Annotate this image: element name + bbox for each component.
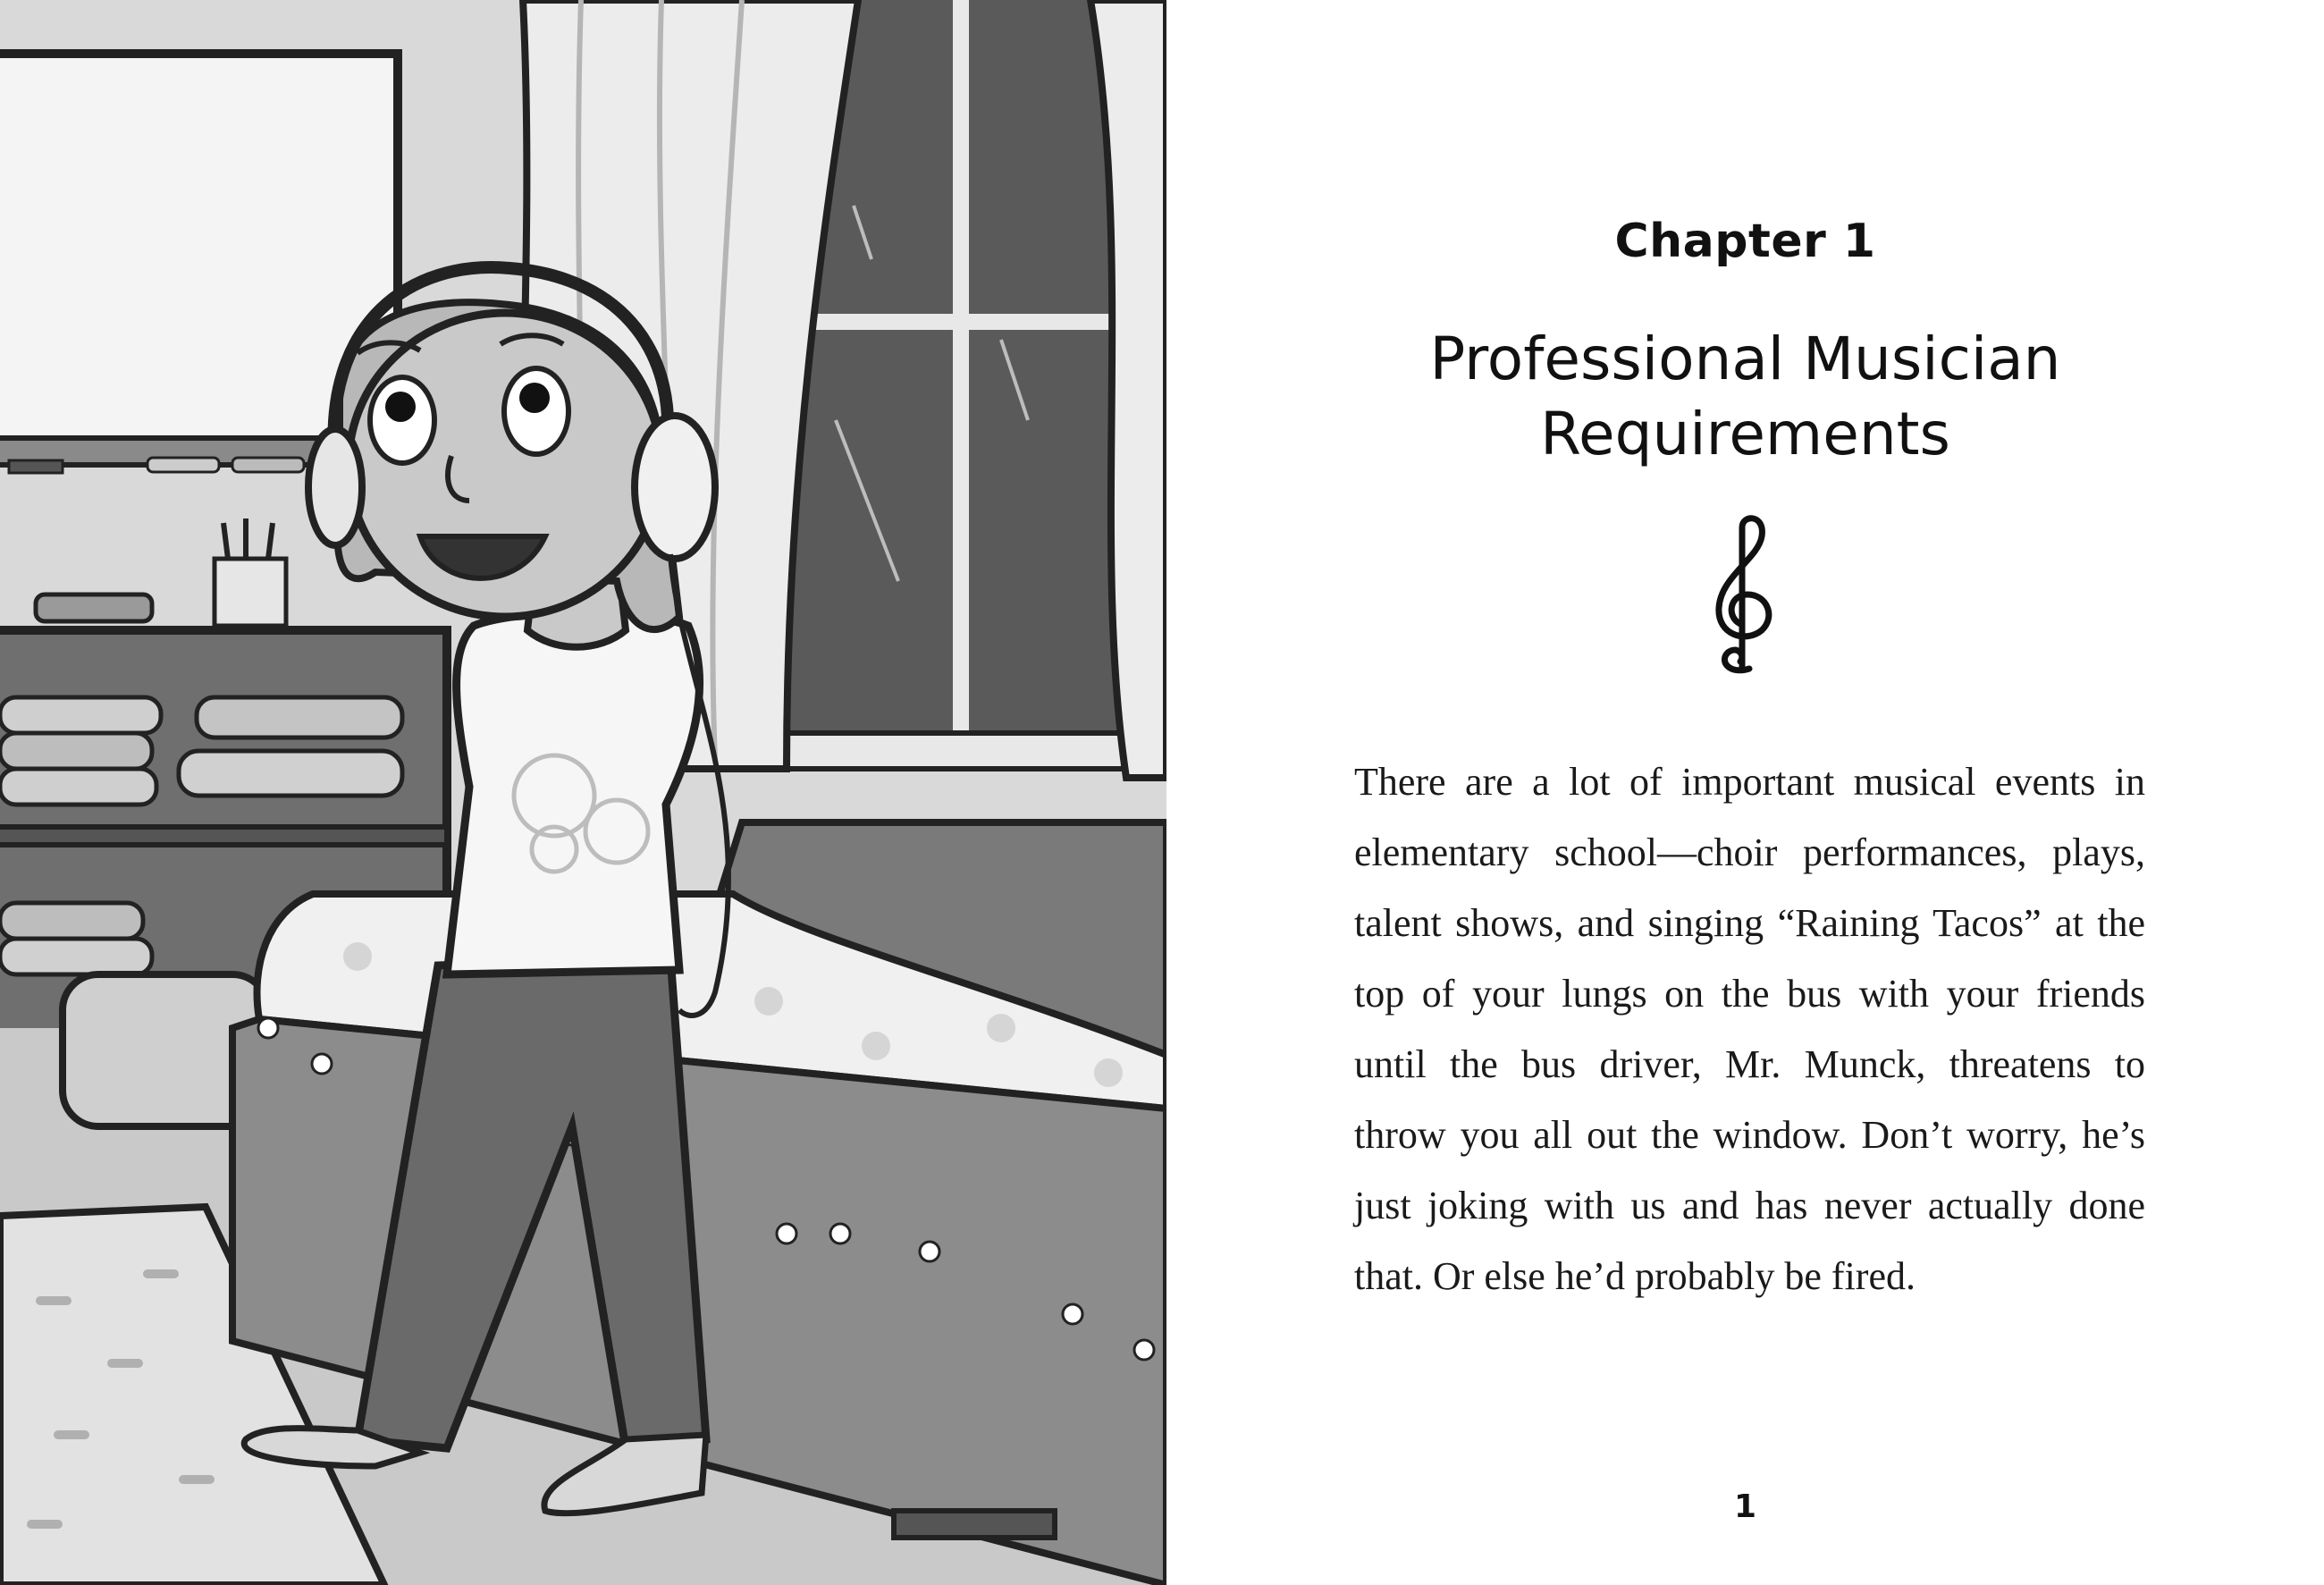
page-number: 1 xyxy=(1733,1488,1757,1525)
chapter-title-line: Professional Musician xyxy=(1429,325,2061,393)
chapter-label: Chapter 1 xyxy=(1614,215,1876,268)
body-paragraph: There are a lot of important musical events in elementary school—choir performances, plays, talent shows, and singing “Raining Tacos” at the top of your lungs on the bus with your friends until the bus driver, Mr. Munck, threatens to throw you all out the window. Don’t worry, he’s just joking with us and has never actually done that. Or else he’d probably be fired. xyxy=(1354,760,2145,1298)
text-page xyxy=(1166,0,2324,1585)
chapter-title xyxy=(1166,322,2324,472)
chapter-title-line: Requirements xyxy=(1540,400,1950,468)
treble-clef-icon xyxy=(1703,510,1783,679)
